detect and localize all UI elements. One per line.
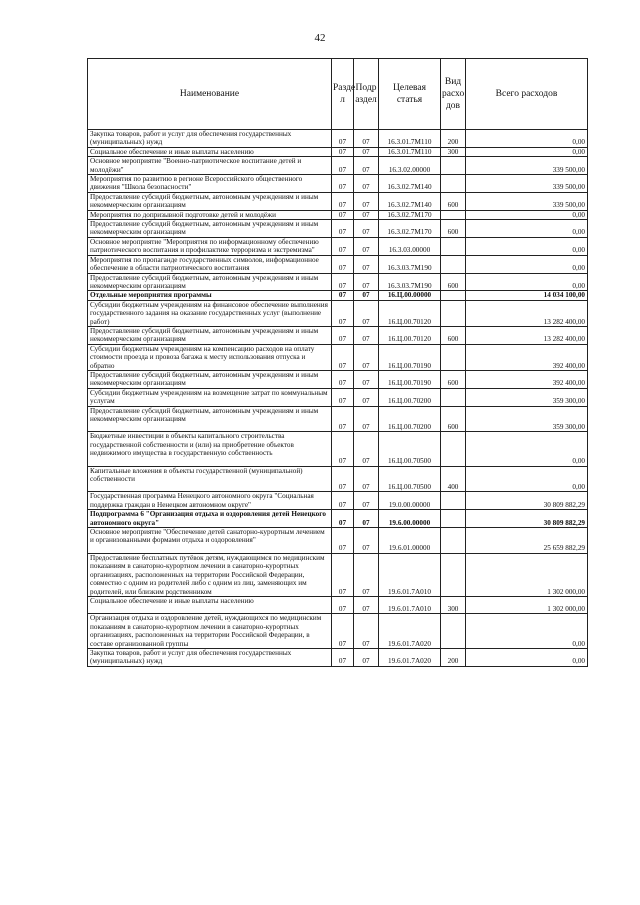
row-razdel-cell: 07 xyxy=(332,466,354,492)
row-expense-type-cell xyxy=(441,237,466,255)
row-name-text: Предоставление субсидий бюджетным, автономным учреждениям и иным некоммерческим организациям xyxy=(90,370,319,388)
row-name-text: Основное мероприятие "Мероприятия по информационному обеспечению патриотического воспитания и профилактике терроризма и экстремизма" xyxy=(90,237,319,255)
table-row xyxy=(88,596,588,613)
row-razdel-cell: 07 xyxy=(332,255,354,273)
row-name-text: Организация отдыха и оздоровление детей, нуждающихся по медицинским показаниям в санаторно-курортном лечении в санаторно-курортных организациях, расположенных на территории Российской Федерации, в составе организованной группы xyxy=(90,614,322,648)
row-expense-type-cell xyxy=(441,210,466,219)
table-row xyxy=(88,370,588,388)
row-name-cell xyxy=(88,300,332,326)
row-name-cell xyxy=(88,175,332,193)
row-total-cell: 30 809 882,29 xyxy=(466,510,588,528)
header-target-article: Целевая статья xyxy=(379,59,441,130)
row-razdel-cell: 07 xyxy=(332,300,354,326)
row-expense-type-cell xyxy=(441,528,466,554)
row-total-cell: 30 809 882,29 xyxy=(466,492,588,510)
row-expense-type-cell: 600 xyxy=(441,406,466,432)
row-name-text: Субсидии бюджетным учреждениям на финансовое обеспечение выполнения государственного задания на оказание государственных услуг (выполнение работ) xyxy=(90,300,328,326)
row-podrazdel-cell: 07 xyxy=(354,175,379,193)
row-expense-type-cell xyxy=(441,492,466,510)
row-razdel-cell: 07 xyxy=(332,388,354,406)
row-razdel-cell: 07 xyxy=(332,596,354,613)
row-razdel-cell: 07 xyxy=(332,528,354,554)
row-target-article-cell: 16.3.02.00000 xyxy=(379,157,441,175)
row-target-article-cell: 16.Ц.00.70120 xyxy=(379,300,441,326)
row-target-article-cell: 19.6.01.7А020 xyxy=(379,648,441,666)
row-expense-type-cell: 300 xyxy=(441,596,466,613)
row-name-cell xyxy=(88,147,332,156)
row-target-article-cell: 16.3.01.7М110 xyxy=(379,147,441,156)
row-expense-type-cell xyxy=(441,255,466,273)
row-total-cell: 0,00 xyxy=(466,648,588,666)
page-number: 42 xyxy=(314,32,326,44)
row-target-article-cell: 16.3.02.7М140 xyxy=(379,192,441,210)
table-row xyxy=(88,466,588,492)
row-total-cell: 392 400,00 xyxy=(466,344,588,370)
row-podrazdel-cell: 07 xyxy=(354,192,379,210)
row-name-cell xyxy=(88,406,332,432)
row-razdel-cell: 07 xyxy=(332,510,354,528)
row-target-article-cell: 19.6.01.00000 xyxy=(379,528,441,554)
row-name-cell xyxy=(88,326,332,344)
row-name-cell xyxy=(88,157,332,175)
row-razdel-cell: 07 xyxy=(332,210,354,219)
table-row xyxy=(88,130,588,148)
row-podrazdel-cell: 07 xyxy=(354,466,379,492)
row-total-cell: 13 282 400,00 xyxy=(466,326,588,344)
row-expense-type-cell xyxy=(441,553,466,596)
row-razdel-cell: 07 xyxy=(332,614,354,649)
row-expense-type-cell: 600 xyxy=(441,220,466,238)
row-name-cell xyxy=(88,210,332,219)
table-row xyxy=(88,553,588,596)
row-podrazdel-cell: 07 xyxy=(354,273,379,291)
row-expense-type-cell: 600 xyxy=(441,273,466,291)
row-total-cell: 0,00 xyxy=(466,210,588,219)
budget-table xyxy=(87,58,588,667)
row-expense-type-cell xyxy=(441,432,466,466)
row-expense-type-cell xyxy=(441,300,466,326)
table-row xyxy=(88,648,588,666)
row-name-cell xyxy=(88,192,332,210)
table-row xyxy=(88,432,588,466)
row-podrazdel-cell: 07 xyxy=(354,326,379,344)
row-expense-type-cell: 200 xyxy=(441,130,466,148)
row-total-cell: 339 500,00 xyxy=(466,175,588,193)
row-razdel-cell: 07 xyxy=(332,237,354,255)
row-razdel-cell: 07 xyxy=(332,192,354,210)
row-target-article-cell: 16.Ц.00.70200 xyxy=(379,406,441,432)
row-razdel-cell: 07 xyxy=(332,370,354,388)
row-name-cell xyxy=(88,648,332,666)
row-name-text: Основное мероприятие "Военно-патриотическое воспитание детей и молодёжи" xyxy=(90,157,302,174)
row-target-article-cell: 16.Ц.00.00000 xyxy=(379,291,441,300)
row-total-cell: 1 302 000,00 xyxy=(466,596,588,613)
row-podrazdel-cell: 07 xyxy=(354,614,379,649)
table-row xyxy=(88,300,588,326)
row-name-text: Мероприятия по допризывной подготовке детей и молодёжи xyxy=(90,210,276,219)
row-razdel-cell: 07 xyxy=(332,326,354,344)
table-row xyxy=(88,210,588,219)
row-name-text: Предоставление субсидий бюджетным, автономным учреждениям и иным некоммерческим организациям xyxy=(90,406,319,423)
row-target-article-cell: 16.Ц.00.70500 xyxy=(379,466,441,492)
row-name-text: Подпрограмма 6 "Организация отдыха и оздоровления детей Ненецкого автономного округа" xyxy=(90,510,326,527)
row-podrazdel-cell: 07 xyxy=(354,237,379,255)
row-podrazdel-cell: 07 xyxy=(354,528,379,554)
table-row xyxy=(88,326,588,344)
row-total-cell: 25 659 882,29 xyxy=(466,528,588,554)
row-expense-type-cell: 300 xyxy=(441,147,466,156)
row-razdel-cell: 07 xyxy=(332,553,354,596)
table-row xyxy=(88,220,588,238)
row-expense-type-cell xyxy=(441,291,466,300)
table-row xyxy=(88,237,588,255)
row-expense-type-cell xyxy=(441,510,466,528)
row-name-cell xyxy=(88,614,332,649)
row-razdel-cell: 07 xyxy=(332,406,354,432)
table-body xyxy=(88,130,588,667)
row-target-article-cell: 16.Ц.00.70120 xyxy=(379,326,441,344)
table-row xyxy=(88,614,588,649)
row-name-text: Социальное обеспечение и иные выплаты населению xyxy=(90,147,254,156)
row-target-article-cell: 19.6.00.00000 xyxy=(379,510,441,528)
table-row xyxy=(88,492,588,510)
row-total-cell: 339 500,00 xyxy=(466,192,588,210)
row-name-cell xyxy=(88,370,332,388)
row-razdel-cell: 07 xyxy=(332,157,354,175)
row-total-cell: 0,00 xyxy=(466,432,588,466)
row-target-article-cell: 16.Ц.00.70190 xyxy=(379,344,441,370)
table-row xyxy=(88,175,588,193)
row-name-text: Мероприятия по развитию в регионе Всероссийского общественного движения "Школа безопасности" xyxy=(90,175,303,192)
row-total-cell: 0,00 xyxy=(466,147,588,156)
row-target-article-cell: 19.0.00.00000 xyxy=(379,492,441,510)
row-expense-type-cell: 600 xyxy=(441,370,466,388)
row-expense-type-cell: 600 xyxy=(441,192,466,210)
row-total-cell: 359 300,00 xyxy=(466,388,588,406)
table-row xyxy=(88,273,588,291)
header-name: Наименование xyxy=(88,59,332,130)
row-podrazdel-cell: 07 xyxy=(354,147,379,156)
row-name-text: Предоставление бесплатных путёвок детям, нуждающимся по медицинским показаниям в санаторно-курортном лечении в санаторно-курортных организациях, расположенных на территории Российской Федерации, совместно с одним из родителей либо с одним из лиц, заменяющих им родителей, или близким родственником xyxy=(90,553,325,596)
table-row xyxy=(88,255,588,273)
row-total-cell: 0,00 xyxy=(466,466,588,492)
row-name-cell xyxy=(88,273,332,291)
row-target-article-cell: 19.6.01.7А010 xyxy=(379,553,441,596)
row-total-cell: 339 500,00 xyxy=(466,157,588,175)
row-name-text: Закупка товаров, работ и услуг для обеспечения государственных (муниципальных) нужд xyxy=(90,648,292,666)
row-razdel-cell: 07 xyxy=(332,220,354,238)
row-podrazdel-cell: 07 xyxy=(354,648,379,666)
row-razdel-cell: 07 xyxy=(332,175,354,193)
row-expense-type-cell xyxy=(441,614,466,649)
row-podrazdel-cell: 07 xyxy=(354,553,379,596)
row-name-text: Основное мероприятие "Обеспечение детей санаторно-курортным лечением и организованными формами отдыха и оздоровления" xyxy=(90,528,325,545)
row-name-cell xyxy=(88,528,332,554)
table-header xyxy=(88,59,588,130)
row-name-text: Предоставление субсидий бюджетным, автономным учреждениям и иным некоммерческим организациям xyxy=(90,220,319,237)
row-razdel-cell: 07 xyxy=(332,147,354,156)
row-target-article-cell: 16.3.02.7М170 xyxy=(379,220,441,238)
table-row xyxy=(88,344,588,370)
row-target-article-cell: 16.Ц.00.70500 xyxy=(379,432,441,466)
row-razdel-cell: 07 xyxy=(332,273,354,291)
row-podrazdel-cell: 07 xyxy=(354,210,379,219)
row-podrazdel-cell: 07 xyxy=(354,370,379,388)
row-target-article-cell: 16.3.02.7М170 xyxy=(379,210,441,219)
header-total: Всего расходов xyxy=(466,59,588,130)
row-total-cell: 392 400,00 xyxy=(466,370,588,388)
table-row xyxy=(88,406,588,432)
row-name-text: Бюджетные инвестиции в объекты капитального строительства государственной собственности и (или) на приобретение объектов недвижимого имущества в государственную собственность xyxy=(90,432,294,458)
row-name-cell xyxy=(88,432,332,466)
row-name-text: Отдельные мероприятия программы xyxy=(90,291,212,300)
row-expense-type-cell xyxy=(441,344,466,370)
row-target-article-cell: 16.3.01.7М110 xyxy=(379,130,441,148)
row-podrazdel-cell: 07 xyxy=(354,157,379,175)
row-podrazdel-cell: 07 xyxy=(354,492,379,510)
header-podrazdel: Подр аздел xyxy=(354,59,379,130)
row-podrazdel-cell: 07 xyxy=(354,220,379,238)
row-expense-type-cell: 400 xyxy=(441,466,466,492)
row-total-cell: 1 302 000,00 xyxy=(466,553,588,596)
row-razdel-cell: 07 xyxy=(332,130,354,148)
row-name-text: Капитальные вложения в объекты государственной (муниципальной) собственности xyxy=(90,466,303,484)
row-name-text: Предоставление субсидий бюджетным, автономным учреждениям и иным некоммерческим организациям xyxy=(90,192,319,210)
row-podrazdel-cell: 07 xyxy=(354,596,379,613)
row-expense-type-cell xyxy=(441,157,466,175)
row-target-article-cell: 16.3.03.00000 xyxy=(379,237,441,255)
header-razdel: Разде л xyxy=(332,59,354,130)
table-row xyxy=(88,388,588,406)
row-podrazdel-cell: 07 xyxy=(354,510,379,528)
row-name-cell xyxy=(88,596,332,613)
table-row xyxy=(88,192,588,210)
table-row xyxy=(88,147,588,156)
row-name-cell xyxy=(88,237,332,255)
row-total-cell: 13 282 400,00 xyxy=(466,300,588,326)
row-total-cell: 0,00 xyxy=(466,273,588,291)
row-total-cell: 359 300,00 xyxy=(466,406,588,432)
row-podrazdel-cell: 07 xyxy=(354,432,379,466)
row-name-text: Закупка товаров, работ и услуг для обеспечения государственных (муниципальных) нужд xyxy=(90,130,292,147)
row-razdel-cell: 07 xyxy=(332,291,354,300)
table-row xyxy=(88,291,588,300)
row-razdel-cell: 07 xyxy=(332,492,354,510)
row-podrazdel-cell: 07 xyxy=(354,344,379,370)
row-target-article-cell: 16.3.03.7М190 xyxy=(379,255,441,273)
row-name-text: Социальное обеспечение и иные выплаты населению xyxy=(90,596,254,605)
row-total-cell: 0,00 xyxy=(466,237,588,255)
row-name-cell xyxy=(88,492,332,510)
table-row xyxy=(88,528,588,554)
row-name-text: Государственная программа Ненецкого автономного округа "Социальная поддержка граждан в Ненецком автономном округе" xyxy=(90,492,314,509)
row-podrazdel-cell: 07 xyxy=(354,291,379,300)
row-podrazdel-cell: 07 xyxy=(354,406,379,432)
row-podrazdel-cell: 07 xyxy=(354,300,379,326)
row-name-cell xyxy=(88,510,332,528)
row-razdel-cell: 07 xyxy=(332,344,354,370)
row-name-cell xyxy=(88,291,332,300)
row-name-text: Мероприятия по пропаганде государственных символов, информационное обеспечение в области патриотического воспитания xyxy=(90,255,319,273)
row-name-cell xyxy=(88,466,332,492)
row-total-cell: 0,00 xyxy=(466,130,588,148)
row-total-cell: 0,00 xyxy=(466,255,588,273)
row-name-cell xyxy=(88,130,332,148)
row-name-cell xyxy=(88,344,332,370)
row-name-text: Субсидии бюджетным учреждениям на возмещение затрат по коммунальным услугам xyxy=(90,388,328,406)
row-name-text: Предоставление субсидий бюджетным, автономным учреждениям и иным некоммерческим организациям xyxy=(90,326,319,344)
row-expense-type-cell xyxy=(441,388,466,406)
row-name-cell xyxy=(88,220,332,238)
row-podrazdel-cell: 07 xyxy=(354,388,379,406)
row-razdel-cell: 07 xyxy=(332,648,354,666)
row-target-article-cell: 16.3.03.7М190 xyxy=(379,273,441,291)
row-name-cell xyxy=(88,388,332,406)
row-target-article-cell: 19.6.01.7А010 xyxy=(379,596,441,613)
row-name-text: Предоставление субсидий бюджетным, автономным учреждениям и иным некоммерческим организациям xyxy=(90,273,319,290)
row-total-cell: 0,00 xyxy=(466,220,588,238)
row-podrazdel-cell: 07 xyxy=(354,255,379,273)
row-name-cell xyxy=(88,255,332,273)
row-total-cell: 0,00 xyxy=(466,614,588,649)
row-expense-type-cell: 200 xyxy=(441,648,466,666)
header-expense-type: Вид расхо дов xyxy=(441,59,466,130)
row-expense-type-cell: 600 xyxy=(441,326,466,344)
row-total-cell: 14 034 100,00 xyxy=(466,291,588,300)
table-row xyxy=(88,157,588,175)
row-target-article-cell: 16.3.02.7М140 xyxy=(379,175,441,193)
table-row xyxy=(88,510,588,528)
row-target-article-cell: 16.Ц.00.70190 xyxy=(379,370,441,388)
row-target-article-cell: 19.6.01.7А020 xyxy=(379,614,441,649)
row-expense-type-cell xyxy=(441,175,466,193)
row-name-cell xyxy=(88,553,332,596)
row-podrazdel-cell: 07 xyxy=(354,130,379,148)
row-target-article-cell: 16.Ц.00.70200 xyxy=(379,388,441,406)
row-razdel-cell: 07 xyxy=(332,432,354,466)
row-name-text: Субсидии бюджетным учреждениям на компенсацию расходов на оплату стоимости проезда и провоза багажа к месту использования отпуска и обратно xyxy=(90,344,315,370)
